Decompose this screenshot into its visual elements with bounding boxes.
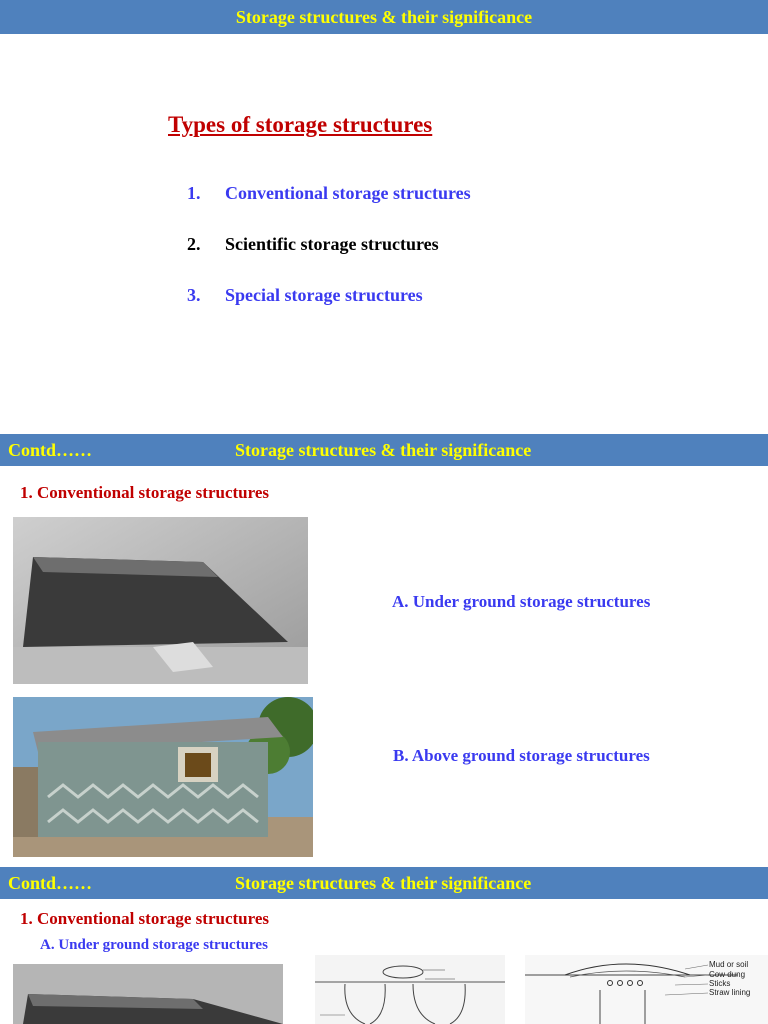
diagram-label-sticks: Sticks (709, 979, 731, 988)
slide2-subheading: 1. Conventional storage structures (20, 483, 269, 502)
list-item-2 (187, 234, 439, 255)
slide3-contd-label: Contd…… (8, 873, 93, 893)
slide2-contd-label: Contd…… (8, 440, 93, 460)
list-item-3 (187, 285, 423, 306)
list-item-number: 2. (187, 234, 201, 254)
list-item-number: 3. (187, 285, 201, 305)
underground-pit-photo (13, 517, 308, 684)
list-item-1 (187, 183, 471, 204)
slide3-subheading: 1. Conventional storage structures (20, 909, 269, 928)
slide3-header-title: Storage structures & their significance (235, 873, 532, 893)
slide1-header-bar (0, 0, 768, 34)
diagram-label-mud: Mud or soil (709, 960, 749, 969)
slide2-header-title: Storage structures & their significance (235, 440, 532, 460)
underground-pit-photo-small (13, 964, 283, 1024)
slide2-caption-a: A. Under ground storage structures (392, 592, 651, 611)
diagram-label-cowdung: Cow dung (709, 970, 746, 979)
list-item-number: 1. (187, 183, 201, 203)
slide3-header-bar (0, 867, 768, 899)
underground-pit-diagram (315, 955, 505, 1024)
pit-lining-diagram (525, 955, 768, 1024)
above-ground-storage-photo (13, 697, 313, 857)
slide2-header-bar (0, 434, 768, 466)
list-item-label: Conventional storage structures (225, 183, 471, 203)
slide1-header-title: Storage structures & their significance (235, 7, 533, 27)
slide2-caption-b: B. Above ground storage structures (393, 746, 650, 765)
diagram-label-straw: Straw lining (709, 988, 751, 997)
list-item-label: Scientific storage structures (225, 234, 439, 254)
slide3-subheading2: A. Under ground storage structures (40, 937, 268, 953)
list-item-label: Special storage structures (225, 285, 423, 305)
slide1-heading: Types of storage structures (168, 112, 433, 137)
